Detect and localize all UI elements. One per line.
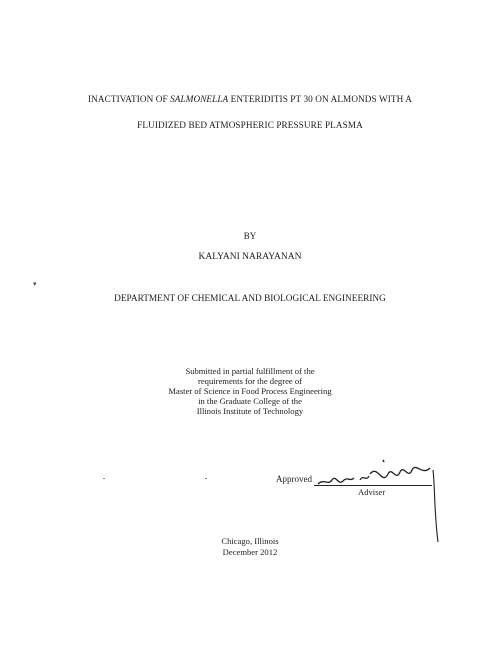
title-line-2: FLUIDIZED BED ATMOSPHERIC PRESSURE PLASMA (137, 120, 363, 130)
adviser-signature (312, 456, 448, 548)
title-line-1 (0, 94, 500, 104)
title-line-1-italic: SALMONELLA (170, 94, 229, 104)
scan-speck (103, 478, 105, 479)
adviser-label: Adviser (358, 487, 386, 497)
stray-mark: ▾ (33, 280, 37, 288)
submission-line-5: Illinois Institute of Technology (196, 406, 304, 416)
approved-label: Approved (276, 474, 312, 484)
department: DEPARTMENT OF CHEMICAL AND BIOLOGICAL ENGINEERING (114, 294, 386, 304)
submission-statement (0, 366, 500, 416)
submission-line-3: Master of Science in Food Process Engineering (168, 386, 332, 396)
scan-speck (205, 478, 207, 479)
submission-line-1: Submitted in partial fulfillment of the (185, 366, 315, 376)
location-date: December 2012 (222, 547, 278, 557)
location-block (0, 536, 500, 558)
author-name: KALYANI NARAYANAN (198, 252, 302, 262)
submission-line-2: requirements for the degree of (197, 376, 303, 386)
signature-line (314, 485, 432, 486)
title-line-1-suffix: ENTERIDITIS PT 30 ON ALMONDS WITH A (228, 94, 412, 104)
location-city: Chicago, Illinois (221, 536, 279, 546)
submission-line-4: in the Graduate College of the (198, 396, 302, 406)
by-label: BY (243, 231, 257, 241)
title-line-1-prefix: INACTIVATION OF (88, 94, 171, 104)
